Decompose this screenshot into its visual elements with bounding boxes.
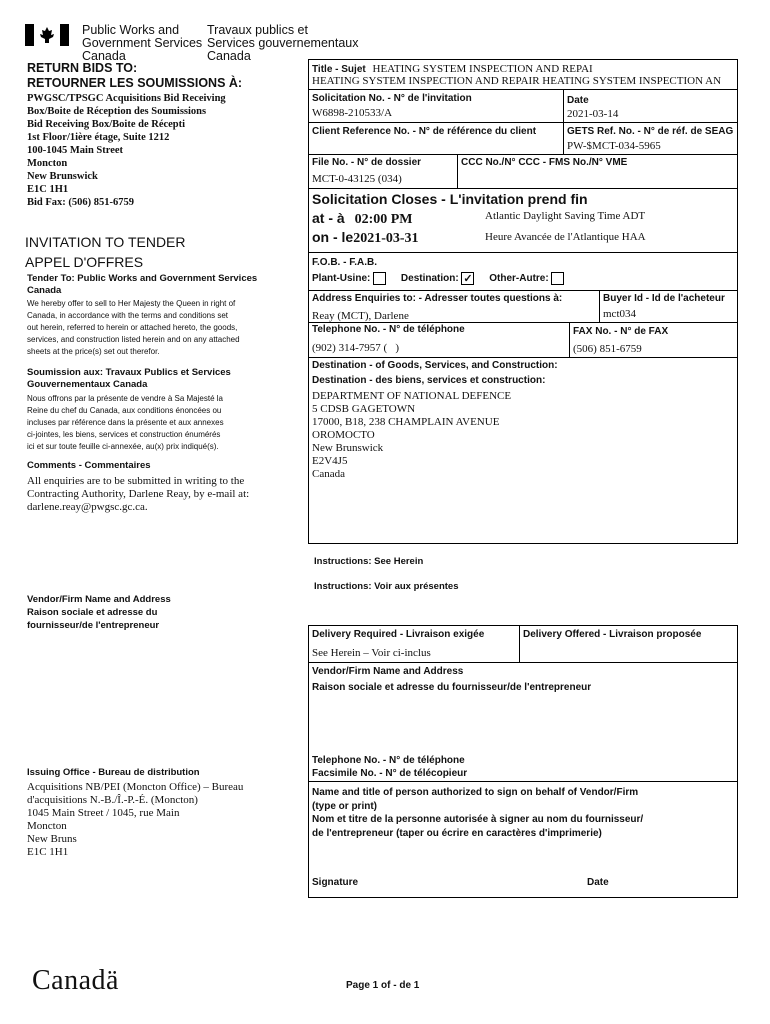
page-number: Page 1 of - de 1 xyxy=(346,980,420,991)
solicitation-value: W6898-210533/A xyxy=(312,107,393,119)
plant-usine-checkbox[interactable] xyxy=(373,272,386,285)
delivery-required-value: See Herein – Voir ci-inclus xyxy=(312,647,431,659)
vendor-fax-label: Facsimile No. - N° de télécopieur xyxy=(312,768,468,779)
return-bids-title: RETURN BIDS TO: RETOURNER LES SOUMISSIONS À: xyxy=(27,61,243,90)
other-autre-checkbox[interactable] xyxy=(551,272,564,285)
invitation-title: INVITATION TO TENDER APPEL D'OFFRES xyxy=(25,234,186,270)
destination-goods-label-en: Destination - of Goods, Services, and Construction: xyxy=(312,360,558,371)
closes-title: Solicitation Closes - L'invitation prend fin xyxy=(312,191,588,207)
tender-to-label: Tender To: Public Works and Government Services Canada xyxy=(27,273,258,296)
file-value: MCT-0-43125 (034) xyxy=(312,173,402,185)
vendor-telephone-label: Telephone No. - N° de téléphone xyxy=(312,755,465,766)
buyer-id-label: Buyer Id - Id de l'acheteur xyxy=(603,293,725,304)
fax-label: FAX No. - N° de FAX xyxy=(573,326,669,337)
issuing-office-address: Acquisitions NB/PEI (Moncton Office) – Bureau d'acquisitions N.-B./Î.-P.-É. (Moncton) 1045 Main Street / 1045, rue Main Moncton New Bruns E1C 1H1 xyxy=(27,781,244,858)
solicitation-label: Solicitation No. - N° de l'invitation xyxy=(312,93,472,104)
tender-to-text: We hereby offer to sell to Her Majesty the Queen in right of Canada, in accordance with the terms and conditions set out herein, referred to herein or attached hereto, the goods, services, and construction listed herein and on any attached sheets at the price(s) set out therefor. xyxy=(27,299,240,356)
address-enquiries-value: Reay (MCT), Darlene xyxy=(312,310,409,322)
signature-date-label: Date xyxy=(587,877,609,888)
canada-wordmark: Canadä xyxy=(32,965,119,996)
date-value: 2021-03-14 xyxy=(567,108,619,120)
authorized-person-label: Name and title of person authorized to sign on behalf of Vendor/Firm (type or print) Nom et titre de la personne autorisée à signer au nom du fournisseur/ de l'entrepreneur (taper ou écrire en caractères d'imprimerie) xyxy=(312,787,644,839)
vendor-name-label-fr: Raison sociale et adresse du fournisseur/de l'entrepreneur xyxy=(312,682,592,693)
fob-options: Plant-Usine: Destination: ✓ Other-Autre: xyxy=(312,272,564,285)
telephone-value: (902) 314-7957 ( ) xyxy=(312,342,400,354)
destination-checkbox[interactable]: ✓ xyxy=(463,273,473,285)
address-enquiries-label: Address Enquiries to: - Adresser toutes questions à: xyxy=(312,293,563,304)
soumission-label: Soumission aux: Travaux Publics et Services Gouvernementaux Canada xyxy=(27,367,231,390)
soumission-text: Nous offrons par la présente de vendre à Sa Majesté la Reine du chef du Canada, aux conditions énoncées ou incluses par référence dans la présente et aux annexes ci-jointes, les biens, services et construction énumérés ici et sur toute feuille ci-annexée, au(x) prix indiqué(s). xyxy=(27,394,224,451)
closes-date: on - le2021-03-31 xyxy=(312,229,419,246)
department-name-en: Public Works and Government Services Canada xyxy=(82,23,203,63)
title-line2: HEATING SYSTEM INSPECTION AND REPAIR HEATING SYSTEM INSPECTION AN xyxy=(312,75,722,87)
destination-goods-label-fr: Destination - des biens, services et construction: xyxy=(312,375,546,386)
delivery-required-label: Delivery Required - Livraison exigée xyxy=(312,629,485,640)
comments-label: Comments - Commentaires xyxy=(27,460,151,471)
destination-goods-address: DEPARTMENT OF NATIONAL DEFENCE 5 CDSB GAGETOWN 17000, B18, 238 CHAMPLAIN AVENUE OROMOCTO New Brunswick E2V4J5 Canada xyxy=(312,390,512,480)
instructions-fr: Instructions: Voir aux présentes xyxy=(314,581,459,592)
comments-text: All enquiries are to be submitted in writing to the Contracting Authority, Darlene Reay, by e-mail at: darlene.reay@pwgsc.gc.ca. xyxy=(27,475,250,513)
vendor-label-left: Vendor/Firm Name and Address Raison sociale et adresse du fournisseur/de l'entrepreneur xyxy=(27,594,171,631)
vendor-name-field[interactable] xyxy=(312,697,732,752)
gets-value: PW-$MCT-034-5965 xyxy=(567,140,661,152)
closes-time: at - à 02:00 PM xyxy=(312,210,413,227)
instructions-en: Instructions: See Herein xyxy=(314,556,424,567)
date-label: Date xyxy=(567,95,589,106)
department-name-fr: Travaux publics et Services gouvernementaux Canada xyxy=(207,23,359,63)
timezone-fr: Heure Avancée de l'Atlantique HAA xyxy=(485,231,646,243)
telephone-label: Telephone No. - N° de téléphone xyxy=(312,324,465,335)
return-address: PWGSC/TPSGC Acquisitions Bid Receiving Box/Boite de Réception des Soumissions Bid Receiving Box/Boite de Récepti 1st Floor/1ière étage, Suite 1212 100-1045 Main Street Moncton New Brunswick E1C 1H1 Bid Fax: (506) 851-6759 xyxy=(27,93,226,208)
gets-label: GETS Ref. No. - N° de réf. de SEAG xyxy=(567,126,734,137)
fob-label: F.O.B. - F.A.B. xyxy=(312,257,377,268)
buyer-id-value: mct034 xyxy=(603,308,636,320)
file-label: File No. - N° de dossier xyxy=(312,157,422,168)
client-ref-label: Client Reference No. - N° de référence du client xyxy=(312,126,537,137)
title-field: Title - Sujet HEATING SYSTEM INSPECTION AND REPAI xyxy=(312,63,593,75)
vendor-name-label-en: Vendor/Firm Name and Address xyxy=(312,666,464,677)
signature-label: Signature xyxy=(312,877,359,888)
canada-flag-icon xyxy=(25,24,69,46)
delivery-offered-label: Delivery Offered - Livraison proposée xyxy=(523,629,702,640)
timezone-en: Atlantic Daylight Saving Time ADT xyxy=(485,210,646,222)
fax-value: (506) 851-6759 xyxy=(573,343,642,355)
ccc-label: CCC No./N° CCC - FMS No./N° VME xyxy=(461,157,628,168)
issuing-office-label: Issuing Office - Bureau de distribution xyxy=(27,767,200,778)
